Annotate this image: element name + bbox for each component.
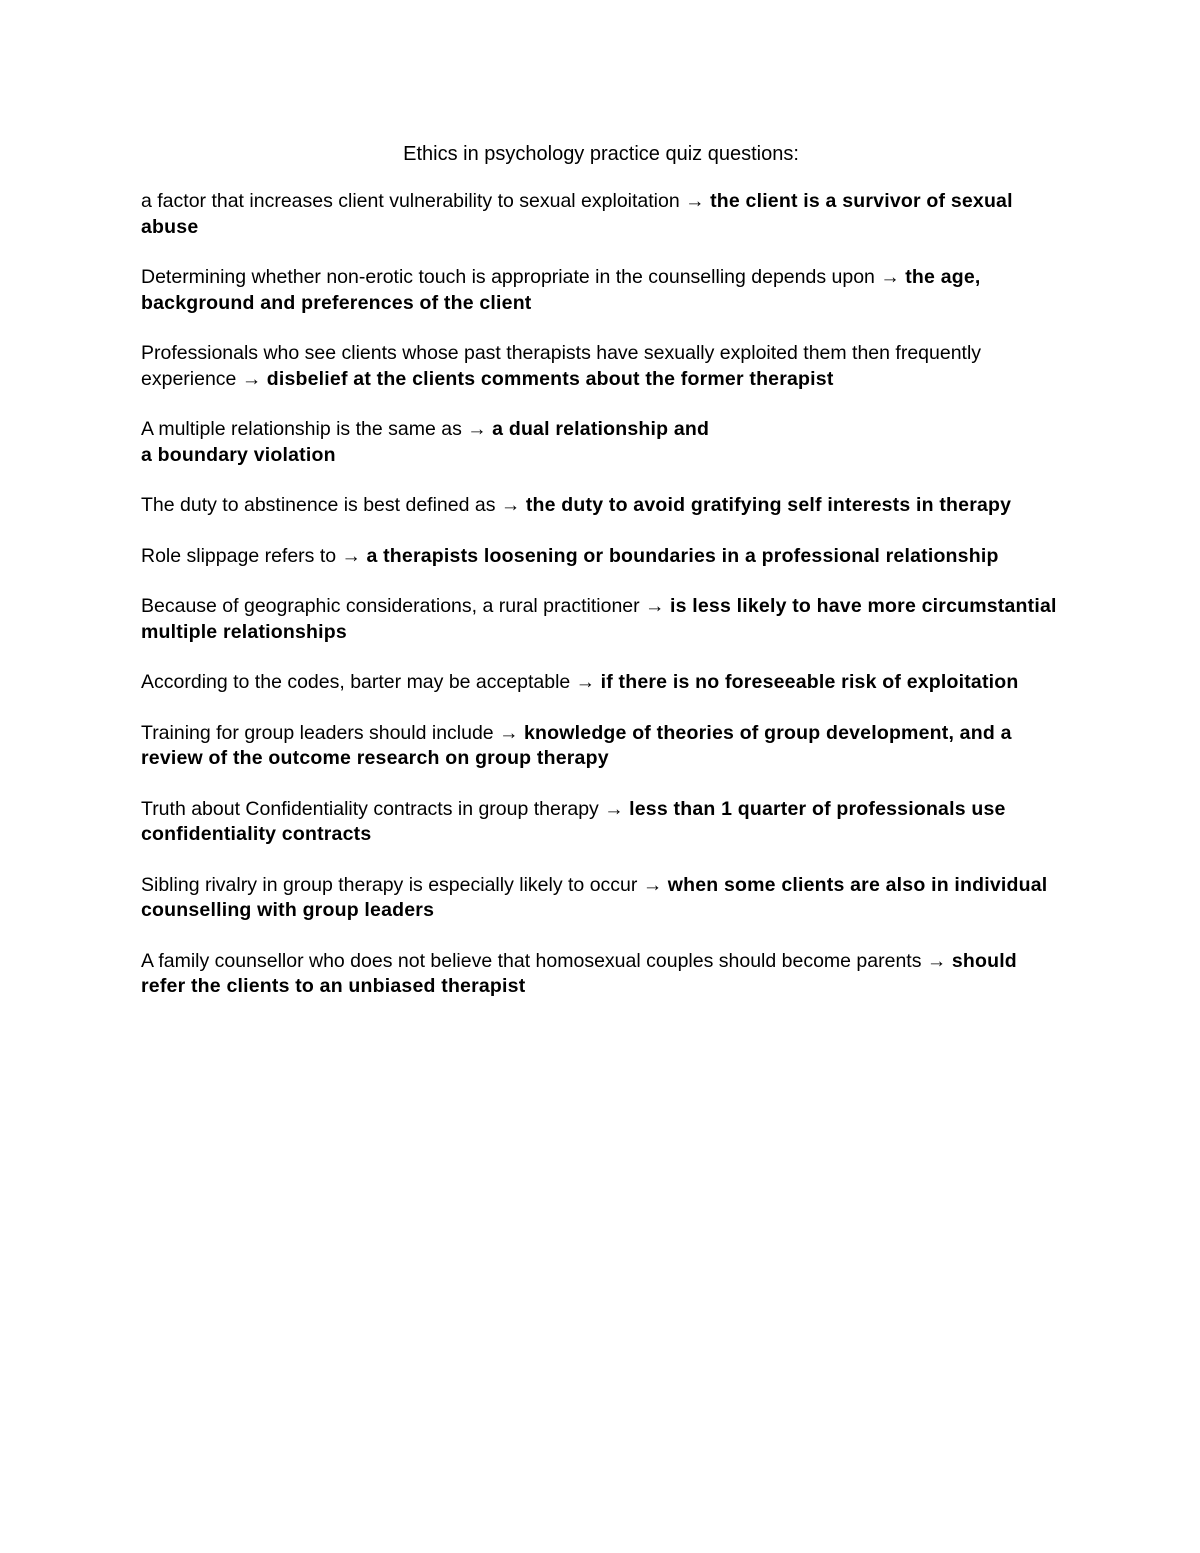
question-text: A multiple relationship is the same as bbox=[141, 418, 462, 440]
quiz-item-2 bbox=[141, 265, 1061, 316]
arrow-icon: → bbox=[467, 418, 487, 440]
answer-text: a dual relationship and bbox=[492, 418, 710, 440]
arrow-icon: → bbox=[575, 671, 596, 693]
answer-text: is less likely to have more circumstantial multiple relationships bbox=[141, 595, 1057, 643]
answer-text: knowledge of theories of group development, and a review of the outcome research on group therapy bbox=[141, 721, 1012, 769]
arrow-icon: → bbox=[645, 595, 665, 617]
arrow-icon: → bbox=[685, 190, 705, 212]
question-text: Determining whether non-erotic touch is appropriate in the counselling depends upon bbox=[141, 266, 875, 288]
question-text: Professionals who see clients whose past therapists have sexually exploited them then frequently experience bbox=[141, 342, 982, 390]
quiz-item-3 bbox=[141, 341, 1061, 392]
answer-text: less than 1 quarter of professionals use confidentiality contracts bbox=[141, 797, 1006, 845]
question-text: Role slippage refers to bbox=[141, 544, 337, 567]
answer-text: should refer the clients to an unbiased therapist bbox=[141, 949, 1017, 997]
quiz-item-11 bbox=[141, 873, 1061, 924]
question-text: Because of geographic considerations, a rural practitioner bbox=[141, 595, 640, 617]
question-text: Truth about Confidentiality contracts in group therapy bbox=[141, 797, 599, 820]
document-page bbox=[141, 141, 1061, 1025]
arrow-icon: → bbox=[926, 949, 947, 972]
arrow-icon: → bbox=[241, 367, 262, 390]
question-text: A family counsellor who does not believe that homosexual couples should become parents bbox=[141, 949, 922, 972]
question-text: Training for group leaders should include bbox=[141, 721, 494, 744]
question-text: a factor that increases client vulnerability to sexual exploitation bbox=[141, 190, 680, 212]
answer-text: when some clients are also in individual counselling with group leaders bbox=[141, 873, 1048, 921]
question-text: According to the codes, barter may be acceptable bbox=[141, 671, 571, 693]
quiz-item-1 bbox=[141, 189, 1061, 240]
quiz-item-8 bbox=[141, 670, 1061, 696]
arrow-icon: → bbox=[341, 544, 362, 567]
quiz-item-9 bbox=[141, 721, 1061, 772]
quiz-item-4 bbox=[141, 417, 1061, 468]
question-text: The duty to abstinence is best defined as bbox=[141, 494, 496, 516]
arrow-icon: → bbox=[500, 494, 521, 516]
answer-text: the client is a survivor of sexual abuse bbox=[141, 190, 1013, 238]
quiz-item-7 bbox=[141, 594, 1061, 645]
arrow-icon: → bbox=[499, 721, 519, 744]
quiz-item-10 bbox=[141, 797, 1061, 848]
answer-text-line-2: a boundary violation bbox=[141, 443, 336, 466]
question-text: Sibling rivalry in group therapy is especially likely to occur bbox=[141, 873, 638, 896]
quiz-item-12 bbox=[141, 949, 1061, 1000]
arrow-icon: → bbox=[880, 266, 900, 288]
arrow-icon: → bbox=[642, 873, 663, 896]
answer-text: a therapists loosening or boundaries in a professional relationship bbox=[366, 544, 999, 567]
answer-text: the duty to avoid gratifying self interests in therapy bbox=[525, 494, 1012, 516]
quiz-item-6 bbox=[141, 544, 1061, 570]
quiz-item-5 bbox=[141, 493, 1061, 519]
document-title: Ethics in psychology practice quiz questions: bbox=[403, 143, 799, 165]
arrow-icon: → bbox=[604, 797, 624, 820]
answer-text: the age, background and preferences of the client bbox=[141, 266, 981, 314]
answer-text: if there is no foreseeable risk of exploitation bbox=[600, 671, 1019, 693]
answer-text: disbelief at the clients comments about the former therapist bbox=[266, 367, 834, 390]
